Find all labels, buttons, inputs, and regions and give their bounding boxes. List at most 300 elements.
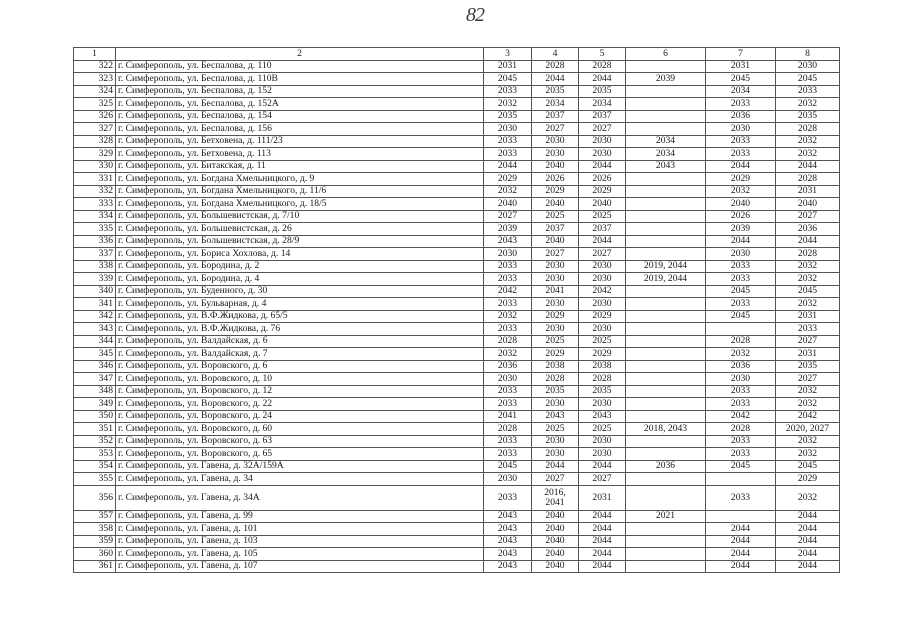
year-col-3-cell: 2043: [484, 235, 532, 248]
year-col-4-cell: 2028: [532, 60, 579, 73]
address-cell: г. Симферополь, ул. Беспалова, д. 152: [116, 85, 484, 98]
year-col-3-cell: 2033: [484, 85, 532, 98]
year-col-5-cell: 2027: [579, 248, 626, 261]
address-cell: г. Симферополь, ул. Бетховена, д. 111/23: [116, 135, 484, 148]
year-col-3-cell: 2045: [484, 460, 532, 473]
address-cell: г. Симферополь, ул. Гавена, д. 34А: [116, 485, 484, 510]
year-col-7-cell: 2033: [706, 448, 776, 461]
year-col-4-cell: 2027: [532, 248, 579, 261]
row-number-cell: 337: [74, 248, 116, 261]
column-header-1: 1: [74, 48, 116, 61]
year-col-5-cell: 2030: [579, 435, 626, 448]
year-col-4-cell: 2034: [532, 98, 579, 111]
year-col-8-cell: 2045: [776, 285, 840, 298]
year-col-4-cell: 2037: [532, 110, 579, 123]
table-row: [74, 410, 840, 423]
year-col-6-cell: 2018, 2043: [626, 423, 706, 436]
year-col-3-cell: 2045: [484, 73, 532, 86]
address-cell: г. Симферополь, ул. Валдайская, д. 6: [116, 335, 484, 348]
row-number-cell: 344: [74, 335, 116, 348]
year-col-4-cell: 2030: [532, 148, 579, 161]
table-row: [74, 210, 840, 223]
year-col-6-cell: 2019, 2044: [626, 273, 706, 286]
year-col-7-cell: 2033: [706, 135, 776, 148]
year-col-6-cell: [626, 348, 706, 361]
address-cell: г. Симферополь, ул. Беспалова, д. 154: [116, 110, 484, 123]
table-row: [74, 535, 840, 548]
column-header-5: 5: [579, 48, 626, 61]
year-col-8-cell: 2032: [776, 448, 840, 461]
row-number-cell: 328: [74, 135, 116, 148]
year-col-5-cell: 2030: [579, 135, 626, 148]
row-number-cell: 343: [74, 323, 116, 336]
year-col-5-cell: 2038: [579, 360, 626, 373]
year-col-3-cell: 2044: [484, 160, 532, 173]
year-col-7-cell: 2033: [706, 260, 776, 273]
year-col-5-cell: 2044: [579, 160, 626, 173]
year-col-7-cell: 2030: [706, 248, 776, 261]
housing-register-table: [73, 47, 840, 573]
address-cell: г. Симферополь, ул. В.Ф.Жидкова, д. 65/5: [116, 310, 484, 323]
year-col-4-cell: 2025: [532, 335, 579, 348]
year-col-5-cell: 2030: [579, 323, 626, 336]
row-number-cell: 351: [74, 423, 116, 436]
year-col-8-cell: 2040: [776, 198, 840, 211]
year-col-8-cell: 2027: [776, 335, 840, 348]
year-col-6-cell: [626, 335, 706, 348]
year-col-6-cell: 2036: [626, 460, 706, 473]
year-col-4-cell: 2030: [532, 448, 579, 461]
row-number-cell: 322: [74, 60, 116, 73]
year-col-6-cell: [626, 223, 706, 236]
year-col-3-cell: 2043: [484, 548, 532, 561]
row-number-cell: 333: [74, 198, 116, 211]
address-cell: г. Симферополь, ул. Большевистская, д. 26: [116, 223, 484, 236]
year-col-4-cell: 2030: [532, 435, 579, 448]
year-col-3-cell: 2033: [484, 385, 532, 398]
year-col-6-cell: [626, 285, 706, 298]
year-col-4-cell: 2030: [532, 135, 579, 148]
year-col-7-cell: 2045: [706, 73, 776, 86]
address-cell: г. Симферополь, ул. Гавена, д. 105: [116, 548, 484, 561]
year-col-8-cell: 2032: [776, 148, 840, 161]
address-cell: г. Симферополь, ул. Гавена, д. 32А/159А: [116, 460, 484, 473]
year-col-8-cell: 2042: [776, 410, 840, 423]
year-col-7-cell: 2044: [706, 548, 776, 561]
year-col-8-cell: 2044: [776, 523, 840, 536]
table-row: [74, 135, 840, 148]
year-col-5-cell: 2044: [579, 235, 626, 248]
year-col-5-cell: 2034: [579, 98, 626, 111]
year-col-4-cell: 2040: [532, 560, 579, 573]
row-number-cell: 361: [74, 560, 116, 573]
year-col-3-cell: 2029: [484, 173, 532, 186]
year-col-8-cell: 2033: [776, 85, 840, 98]
year-col-8-cell: 2035: [776, 110, 840, 123]
year-col-8-cell: 2032: [776, 298, 840, 311]
year-col-5-cell: 2030: [579, 398, 626, 411]
row-number-cell: 341: [74, 298, 116, 311]
year-col-4-cell: 2035: [532, 385, 579, 398]
column-header-7: 7: [706, 48, 776, 61]
year-col-7-cell: 2045: [706, 310, 776, 323]
year-col-8-cell: 2032: [776, 398, 840, 411]
address-cell: г. Симферополь, ул. Воровского, д. 6: [116, 360, 484, 373]
table-row: [74, 310, 840, 323]
year-col-7-cell: 2033: [706, 385, 776, 398]
table-row: [74, 323, 840, 336]
year-col-6-cell: 2039: [626, 73, 706, 86]
year-col-5-cell: 2028: [579, 373, 626, 386]
address-cell: г. Симферополь, ул. В.Ф.Жидкова, д. 76: [116, 323, 484, 336]
table-row: [74, 548, 840, 561]
year-col-5-cell: 2030: [579, 448, 626, 461]
year-col-8-cell: 2027: [776, 373, 840, 386]
row-number-cell: 329: [74, 148, 116, 161]
year-col-6-cell: [626, 310, 706, 323]
year-col-4-cell: 2044: [532, 460, 579, 473]
year-col-7-cell: 2033: [706, 298, 776, 311]
year-col-5-cell: 2044: [579, 560, 626, 573]
table-row: [74, 123, 840, 136]
year-col-3-cell: 2032: [484, 98, 532, 111]
address-cell: г. Симферополь, ул. Воровского, д. 22: [116, 398, 484, 411]
year-col-8-cell: 2044: [776, 548, 840, 561]
year-col-6-cell: [626, 523, 706, 536]
row-number-cell: 356: [74, 485, 116, 510]
row-number-cell: 332: [74, 185, 116, 198]
year-col-3-cell: 2033: [484, 485, 532, 510]
year-col-6-cell: 2043: [626, 160, 706, 173]
address-cell: г. Симферополь, ул. Большевистская, д. 28/9: [116, 235, 484, 248]
year-col-6-cell: [626, 360, 706, 373]
year-col-7-cell: 2044: [706, 235, 776, 248]
row-number-cell: 350: [74, 410, 116, 423]
row-number-cell: 331: [74, 173, 116, 186]
address-cell: г. Симферополь, ул. Богдана Хмельницкого, д. 9: [116, 173, 484, 186]
year-col-5-cell: 2044: [579, 523, 626, 536]
address-cell: г. Симферополь, ул. Бульварная, д. 4: [116, 298, 484, 311]
year-col-8-cell: 2032: [776, 135, 840, 148]
year-col-7-cell: 2045: [706, 460, 776, 473]
year-col-5-cell: 2030: [579, 260, 626, 273]
row-number-cell: 336: [74, 235, 116, 248]
year-col-7-cell: 2033: [706, 485, 776, 510]
year-col-5-cell: 2035: [579, 385, 626, 398]
table-row: [74, 485, 840, 510]
address-cell: г. Симферополь, ул. Воровского, д. 12: [116, 385, 484, 398]
year-col-4-cell: 2030: [532, 273, 579, 286]
year-col-4-cell: 2016, 2041: [532, 485, 579, 510]
address-cell: г. Симферополь, ул. Воровского, д. 63: [116, 435, 484, 448]
year-col-3-cell: 2032: [484, 310, 532, 323]
year-col-4-cell: 2035: [532, 85, 579, 98]
year-col-4-cell: 2029: [532, 310, 579, 323]
year-col-5-cell: 2030: [579, 148, 626, 161]
year-col-3-cell: 2028: [484, 335, 532, 348]
year-col-5-cell: 2044: [579, 73, 626, 86]
year-col-4-cell: 2040: [532, 510, 579, 523]
year-col-4-cell: 2037: [532, 223, 579, 236]
address-cell: г. Симферополь, ул. Беспалова, д. 110: [116, 60, 484, 73]
year-col-4-cell: 2040: [532, 235, 579, 248]
year-col-6-cell: 2019, 2044: [626, 260, 706, 273]
year-col-8-cell: 2044: [776, 535, 840, 548]
year-col-6-cell: [626, 85, 706, 98]
year-col-6-cell: [626, 448, 706, 461]
year-col-4-cell: 2030: [532, 260, 579, 273]
year-col-5-cell: 2037: [579, 223, 626, 236]
year-col-4-cell: 2040: [532, 548, 579, 561]
row-number-cell: 353: [74, 448, 116, 461]
address-cell: г. Симферополь, ул. Буденного, д. 30: [116, 285, 484, 298]
table-row: [74, 198, 840, 211]
row-number-cell: 357: [74, 510, 116, 523]
year-col-8-cell: 2032: [776, 98, 840, 111]
year-col-7-cell: 2033: [706, 435, 776, 448]
address-cell: г. Симферополь, ул. Гавена, д. 107: [116, 560, 484, 573]
year-col-5-cell: 2026: [579, 173, 626, 186]
year-col-4-cell: 2043: [532, 410, 579, 423]
year-col-8-cell: 2032: [776, 435, 840, 448]
address-cell: г. Симферополь, ул. Бориса Хохлова, д. 14: [116, 248, 484, 261]
address-cell: г. Симферополь, ул. Воровского, д. 60: [116, 423, 484, 436]
year-col-6-cell: [626, 435, 706, 448]
year-col-8-cell: 2032: [776, 485, 840, 510]
year-col-7-cell: 2032: [706, 348, 776, 361]
year-col-6-cell: [626, 98, 706, 111]
year-col-3-cell: 2033: [484, 323, 532, 336]
year-col-7-cell: 2033: [706, 148, 776, 161]
year-col-8-cell: 2028: [776, 123, 840, 136]
year-col-8-cell: 2028: [776, 248, 840, 261]
year-col-4-cell: 2030: [532, 298, 579, 311]
table-row: [74, 285, 840, 298]
row-number-cell: 354: [74, 460, 116, 473]
year-col-6-cell: [626, 198, 706, 211]
year-col-4-cell: 2025: [532, 210, 579, 223]
year-col-6-cell: [626, 473, 706, 486]
table-row: [74, 235, 840, 248]
year-col-7-cell: 2030: [706, 123, 776, 136]
address-cell: г. Симферополь, ул. Беспалова, д. 152А: [116, 98, 484, 111]
year-col-8-cell: 2036: [776, 223, 840, 236]
year-col-5-cell: 2040: [579, 198, 626, 211]
year-col-5-cell: 2025: [579, 423, 626, 436]
row-number-cell: 345: [74, 348, 116, 361]
table-row: [74, 110, 840, 123]
year-col-7-cell: 2039: [706, 223, 776, 236]
year-col-4-cell: 2030: [532, 398, 579, 411]
year-col-8-cell: 2044: [776, 510, 840, 523]
year-col-3-cell: 2028: [484, 423, 532, 436]
table-row: [74, 273, 840, 286]
year-col-7-cell: [706, 323, 776, 336]
year-col-8-cell: 2033: [776, 323, 840, 336]
year-col-4-cell: 2038: [532, 360, 579, 373]
year-col-3-cell: 2033: [484, 135, 532, 148]
year-col-7-cell: 2034: [706, 85, 776, 98]
year-col-5-cell: 2044: [579, 510, 626, 523]
year-col-7-cell: 2026: [706, 210, 776, 223]
row-number-cell: 360: [74, 548, 116, 561]
year-col-8-cell: 2029: [776, 473, 840, 486]
row-number-cell: 340: [74, 285, 116, 298]
year-col-5-cell: 2029: [579, 310, 626, 323]
year-col-3-cell: 2030: [484, 248, 532, 261]
year-col-6-cell: [626, 173, 706, 186]
year-col-8-cell: 2028: [776, 173, 840, 186]
row-number-cell: 338: [74, 260, 116, 273]
year-col-6-cell: [626, 410, 706, 423]
year-col-6-cell: [626, 110, 706, 123]
row-number-cell: 348: [74, 385, 116, 398]
year-col-8-cell: 2035: [776, 360, 840, 373]
year-col-7-cell: 2036: [706, 360, 776, 373]
year-col-7-cell: 2044: [706, 560, 776, 573]
table-row: [74, 248, 840, 261]
year-col-8-cell: 2032: [776, 385, 840, 398]
table-row: [74, 423, 840, 436]
year-col-6-cell: [626, 210, 706, 223]
year-col-6-cell: [626, 398, 706, 411]
table-header-row: [74, 48, 840, 61]
year-col-6-cell: [626, 123, 706, 136]
year-col-5-cell: 2044: [579, 460, 626, 473]
table-row: [74, 160, 840, 173]
address-cell: г. Симферополь, ул. Бородина, д. 2: [116, 260, 484, 273]
year-col-7-cell: 2045: [706, 285, 776, 298]
address-cell: г. Симферополь, ул. Гавена, д. 34: [116, 473, 484, 486]
year-col-6-cell: [626, 560, 706, 573]
row-number-cell: 355: [74, 473, 116, 486]
year-col-5-cell: 2025: [579, 335, 626, 348]
table-row: [74, 260, 840, 273]
year-col-8-cell: 2045: [776, 460, 840, 473]
year-col-4-cell: 2040: [532, 160, 579, 173]
table-row: [74, 298, 840, 311]
table-row: [74, 473, 840, 486]
address-cell: г. Симферополь, ул. Гавена, д. 99: [116, 510, 484, 523]
table-row: [74, 98, 840, 111]
year-col-4-cell: 2027: [532, 123, 579, 136]
year-col-5-cell: 2029: [579, 348, 626, 361]
table-row: [74, 523, 840, 536]
table-row: [74, 185, 840, 198]
column-header-8: 8: [776, 48, 840, 61]
year-col-7-cell: 2044: [706, 523, 776, 536]
year-col-3-cell: 2032: [484, 185, 532, 198]
address-cell: г. Симферополь, ул. Беспалова, д. 156: [116, 123, 484, 136]
year-col-8-cell: 2020, 2027: [776, 423, 840, 436]
year-col-7-cell: 2040: [706, 198, 776, 211]
year-col-3-cell: 2031: [484, 60, 532, 73]
year-col-8-cell: 2031: [776, 310, 840, 323]
year-col-6-cell: [626, 373, 706, 386]
year-col-3-cell: 2033: [484, 435, 532, 448]
table-row: [74, 335, 840, 348]
year-col-4-cell: 2025: [532, 423, 579, 436]
year-col-5-cell: 2027: [579, 473, 626, 486]
year-col-6-cell: [626, 535, 706, 548]
year-col-3-cell: 2033: [484, 298, 532, 311]
year-col-6-cell: [626, 298, 706, 311]
year-col-7-cell: 2028: [706, 335, 776, 348]
year-col-5-cell: 2029: [579, 185, 626, 198]
year-col-5-cell: 2043: [579, 410, 626, 423]
year-col-7-cell: 2033: [706, 398, 776, 411]
year-col-5-cell: 2044: [579, 548, 626, 561]
table-row: [74, 360, 840, 373]
year-col-4-cell: 2029: [532, 185, 579, 198]
year-col-7-cell: 2033: [706, 273, 776, 286]
year-col-3-cell: 2043: [484, 510, 532, 523]
year-col-3-cell: 2033: [484, 448, 532, 461]
address-cell: г. Симферополь, ул. Битакская, д. 11: [116, 160, 484, 173]
table-row: [74, 60, 840, 73]
year-col-6-cell: [626, 235, 706, 248]
year-col-3-cell: 2030: [484, 373, 532, 386]
year-col-6-cell: [626, 485, 706, 510]
year-col-6-cell: 2034: [626, 135, 706, 148]
year-col-6-cell: [626, 60, 706, 73]
year-col-4-cell: 2041: [532, 285, 579, 298]
year-col-3-cell: 2042: [484, 285, 532, 298]
address-cell: г. Симферополь, ул. Воровского, д. 65: [116, 448, 484, 461]
year-col-8-cell: 2032: [776, 273, 840, 286]
year-col-6-cell: [626, 385, 706, 398]
year-col-8-cell: 2045: [776, 73, 840, 86]
year-col-5-cell: 2042: [579, 285, 626, 298]
year-col-3-cell: 2033: [484, 148, 532, 161]
year-col-6-cell: [626, 548, 706, 561]
row-number-cell: 327: [74, 123, 116, 136]
table-row: [74, 560, 840, 573]
year-col-7-cell: 2032: [706, 185, 776, 198]
year-col-5-cell: 2028: [579, 60, 626, 73]
row-number-cell: 347: [74, 373, 116, 386]
column-header-6: 6: [626, 48, 706, 61]
year-col-8-cell: 2027: [776, 210, 840, 223]
year-col-8-cell: 2030: [776, 60, 840, 73]
year-col-6-cell: 2021: [626, 510, 706, 523]
year-col-3-cell: 2040: [484, 198, 532, 211]
row-number-cell: 359: [74, 535, 116, 548]
table-row: [74, 373, 840, 386]
year-col-7-cell: 2036: [706, 110, 776, 123]
address-cell: г. Симферополь, ул. Бетховена, д. 113: [116, 148, 484, 161]
address-cell: г. Симферополь, ул. Бородина, д. 4: [116, 273, 484, 286]
row-number-cell: 335: [74, 223, 116, 236]
year-col-7-cell: 2029: [706, 173, 776, 186]
page-number: 82: [466, 4, 484, 26]
year-col-7-cell: [706, 510, 776, 523]
row-number-cell: 358: [74, 523, 116, 536]
row-number-cell: 346: [74, 360, 116, 373]
table-row: [74, 348, 840, 361]
row-number-cell: 326: [74, 110, 116, 123]
year-col-3-cell: 2036: [484, 360, 532, 373]
year-col-6-cell: [626, 323, 706, 336]
year-col-3-cell: 2039: [484, 223, 532, 236]
year-col-7-cell: 2031: [706, 60, 776, 73]
address-cell: г. Симферополь, ул. Воровского, д. 10: [116, 373, 484, 386]
year-col-5-cell: 2044: [579, 535, 626, 548]
table-row: [74, 435, 840, 448]
address-cell: г. Симферополь, ул. Валдайская, д. 7: [116, 348, 484, 361]
column-header-4: 4: [532, 48, 579, 61]
table-row: [74, 460, 840, 473]
